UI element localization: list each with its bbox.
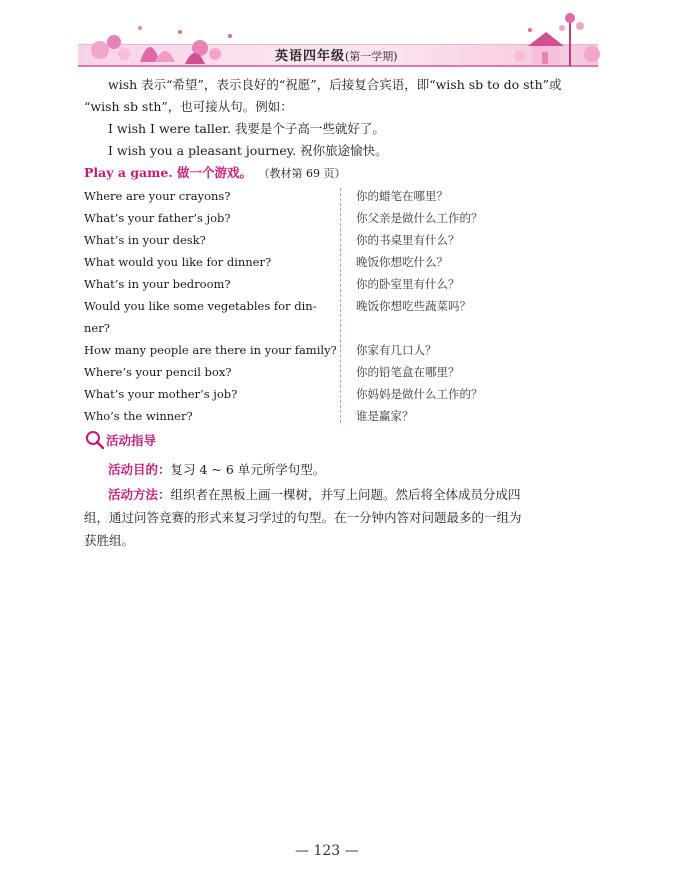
table-row: Where’s your pencil box? <box>84 365 232 379</box>
table-row: 你的铅笔盒在哪里？ <box>356 365 460 379</box>
table-row: How many people are there in your family? <box>84 343 337 357</box>
table-row: What would you like for dinner? <box>84 255 272 269</box>
activity-guide-heading <box>84 430 156 450</box>
chinese-column <box>356 185 556 427</box>
house-tree-decoration-icon <box>510 8 610 68</box>
intro-line-2: “wish sb sth”，也可接从句。例如： <box>84 99 293 114</box>
method-label: 活动方法： <box>108 487 171 502</box>
activity-method-line-2: 组，通过问答竞赛的形式来复习学过的句型。在一分钟内答对问题最多的一组为 <box>84 510 522 525</box>
table-row-spacer <box>356 317 556 339</box>
activity-guide-title: 活动指导 <box>106 433 157 448</box>
purpose-label: 活动目的： <box>108 462 171 477</box>
english-column <box>84 185 337 427</box>
table-row: Who’s the winner? <box>84 409 193 423</box>
table-row: 晚饭你想吃些蔬菜吗？ <box>356 299 471 313</box>
book-title: 英语四年级 <box>275 49 346 64</box>
flower-decoration-icon <box>80 12 240 68</box>
table-row: What’s in your desk? <box>84 233 206 247</box>
example-2: I wish you a pleasant journey. 祝你旅途愉快。 <box>108 143 388 158</box>
activity-purpose <box>108 458 325 481</box>
table-row: Where are your crayons? <box>84 189 231 203</box>
table-row: What’s in your bedroom? <box>84 277 231 291</box>
magnifier-icon <box>84 430 106 450</box>
purpose-text: 复习 4 ~ 6 单元所学句型。 <box>170 462 326 477</box>
example-1: I wish I were taller. 我要是个子高一些就好了。 <box>108 121 385 136</box>
book-subtitle: (第一学期) <box>345 50 398 63</box>
activity-method-line-1 <box>108 483 521 506</box>
header-title <box>275 45 398 64</box>
table-row: What’s your mother’s job? <box>84 387 238 401</box>
activity-method-line-3: 获胜组。 <box>84 533 135 548</box>
page-number: — 123 — <box>295 843 359 859</box>
textbook-page-note: （教材第 69 页） <box>264 167 346 180</box>
table-row: Would you like some vegetables for din- <box>84 299 317 313</box>
table-row: 你的蜡笔在哪里？ <box>356 189 448 203</box>
method-text-1: 组织者在黑板上画一棵树，并写上问题。然后将全体成员分成四 <box>170 487 521 502</box>
table-row: 你家有几口人？ <box>356 343 437 357</box>
column-divider <box>340 188 341 423</box>
table-row: 晚饭你想吃什么？ <box>356 255 448 269</box>
section-title <box>84 163 346 181</box>
intro-line-1: wish 表示“希望”，表示良好的“祝愿”，后接复合宾语，即“wish sb to do sth”或 <box>108 77 562 92</box>
table-row: 你父亲是做什么工作的？ <box>356 211 483 225</box>
table-row-continued: ner? <box>84 321 110 335</box>
table-row: What’s your father’s job? <box>84 211 231 225</box>
table-row: 你的书桌里有什么？ <box>356 233 460 247</box>
table-row: 你妈妈是做什么工作的？ <box>356 387 483 401</box>
game-title: Play a game. 做一个游戏。 <box>84 165 253 180</box>
table-row: 你的卧室里有什么？ <box>356 277 460 291</box>
table-row: 谁是赢家？ <box>356 409 414 423</box>
